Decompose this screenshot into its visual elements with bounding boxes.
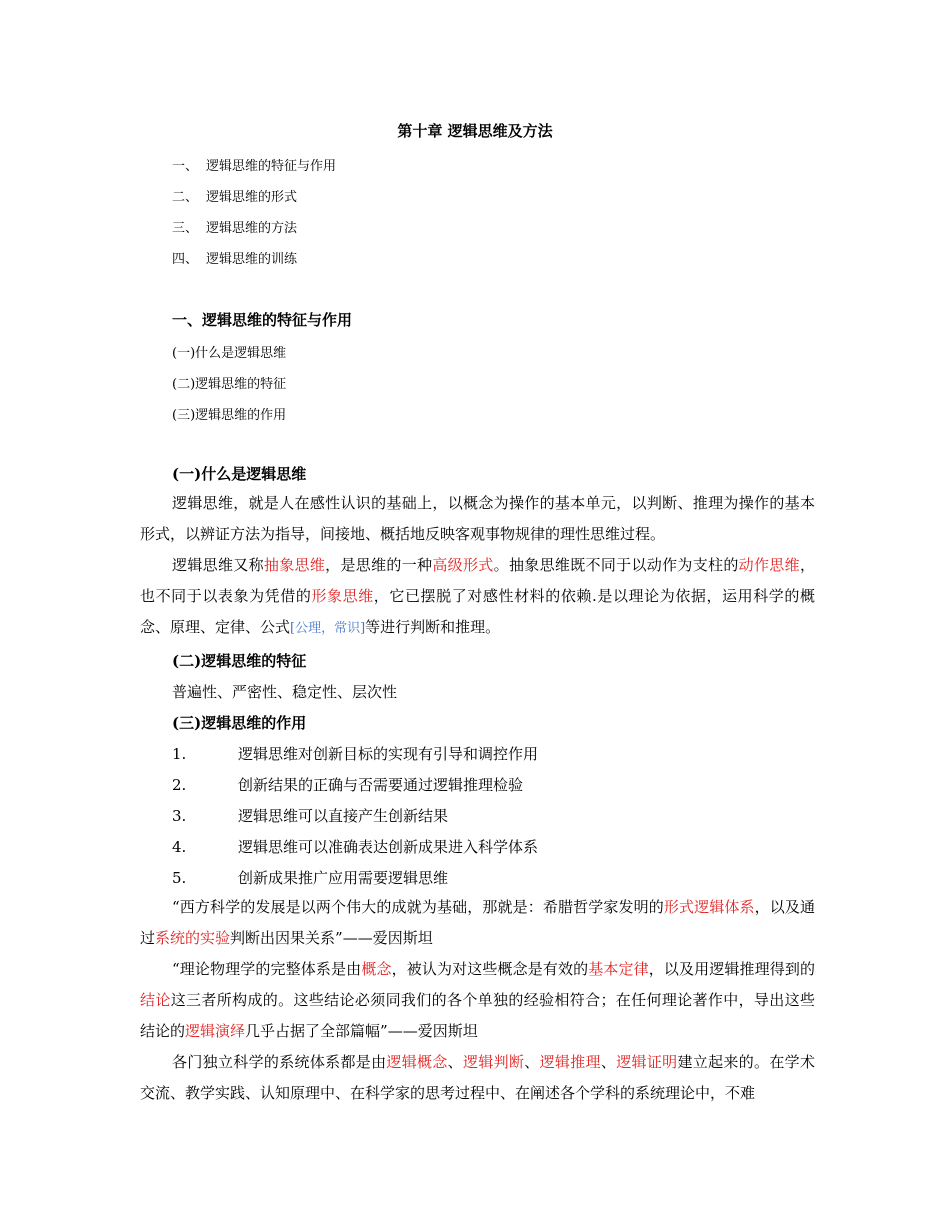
- part1-heading: (一)什么是逻辑思维: [172, 465, 307, 483]
- part2-heading: (二)逻辑思维的特征: [172, 652, 307, 670]
- list-item: 1. 逻辑思维对创新目标的实现有引导和调控作用: [172, 745, 539, 763]
- subsection-item: (三)逻辑思维的作用: [172, 408, 287, 423]
- toc-text: 逻辑思维的训练: [206, 252, 298, 267]
- toc-number: 二、: [172, 190, 199, 205]
- list-item: 4. 逻辑思维可以准确表达创新成果进入科学体系: [172, 838, 539, 856]
- toc-number: 一、: [172, 159, 199, 174]
- part3-heading: (三)逻辑思维的作用: [172, 714, 307, 732]
- toc-item: [172, 217, 297, 236]
- toc-text: 逻辑思维的特征与作用: [206, 159, 337, 174]
- einstein-quote-2: “理论物理学的完整体系是由概念，被认为对这些概念是有效的基本定律，以及用逻辑推理得到的结论这三者所构成的。这些结论必须同我们的各个单独的经验相符合；在任何理论著作中，导出这些结论的逻辑演绎几乎占据了全部篇幅”——爱因斯坦: [140, 960, 815, 1040]
- definition-paragraph: 逻辑思维，就是人在感性认识的基础上，以概念为操作的基本单元，以判断、推理为操作的基本形式，以辨证方法为指导，间接地、概括地反映客观事物规律的理性思维过程。: [140, 494, 815, 543]
- toc-text: 逻辑思维的形式: [206, 190, 298, 205]
- toc-number: 三、: [172, 221, 199, 236]
- chapter-title: 第十章 逻辑思维及方法: [397, 122, 553, 140]
- abstract-thinking-paragraph: 逻辑思维又称抽象思维，是思维的一种高级形式。抽象思维既不同于以动作为支柱的动作思维，也不同于以表象为凭借的形象思维，它已摆脱了对感性材料的依赖.是以理论为依据，运用科学的概念、原理、定律、公式[公理，常识]等进行判断和推理。: [140, 556, 815, 636]
- toc-item: [172, 186, 297, 205]
- closing-paragraph: 各门独立科学的系统体系都是由逻辑概念、逻辑判断、逻辑推理、逻辑证明建立起来的。在学术交流、教学实践、认知原理中、在科学家的思考过程中、在阐述各个学科的系统理论中，不难: [140, 1053, 815, 1102]
- toc-text: 逻辑思维的方法: [206, 221, 298, 236]
- subsection-item: (二)逻辑思维的特征: [172, 377, 287, 392]
- section-heading: 一、逻辑思维的特征与作用: [172, 311, 353, 329]
- toc-number: 四、: [172, 252, 199, 267]
- list-item: 3. 逻辑思维可以直接产生创新结果: [172, 807, 449, 825]
- einstein-quote-1: “西方科学的发展是以两个伟大的成就为基础，那就是：希腊哲学家发明的形式逻辑体系，以及通过系统的实验判断出因果关系”——爱因斯坦: [140, 898, 815, 947]
- toc-item: [172, 155, 336, 174]
- list-item: 2. 创新结果的正确与否需要通过逻辑推理检验: [172, 776, 524, 794]
- toc-item: [172, 248, 297, 267]
- list-item: 5. 创新成果推广应用需要逻辑思维: [172, 869, 449, 887]
- features-text: 普遍性、严密性、稳定性、层次性: [172, 683, 398, 701]
- subsection-item: (一)什么是逻辑思维: [172, 346, 287, 361]
